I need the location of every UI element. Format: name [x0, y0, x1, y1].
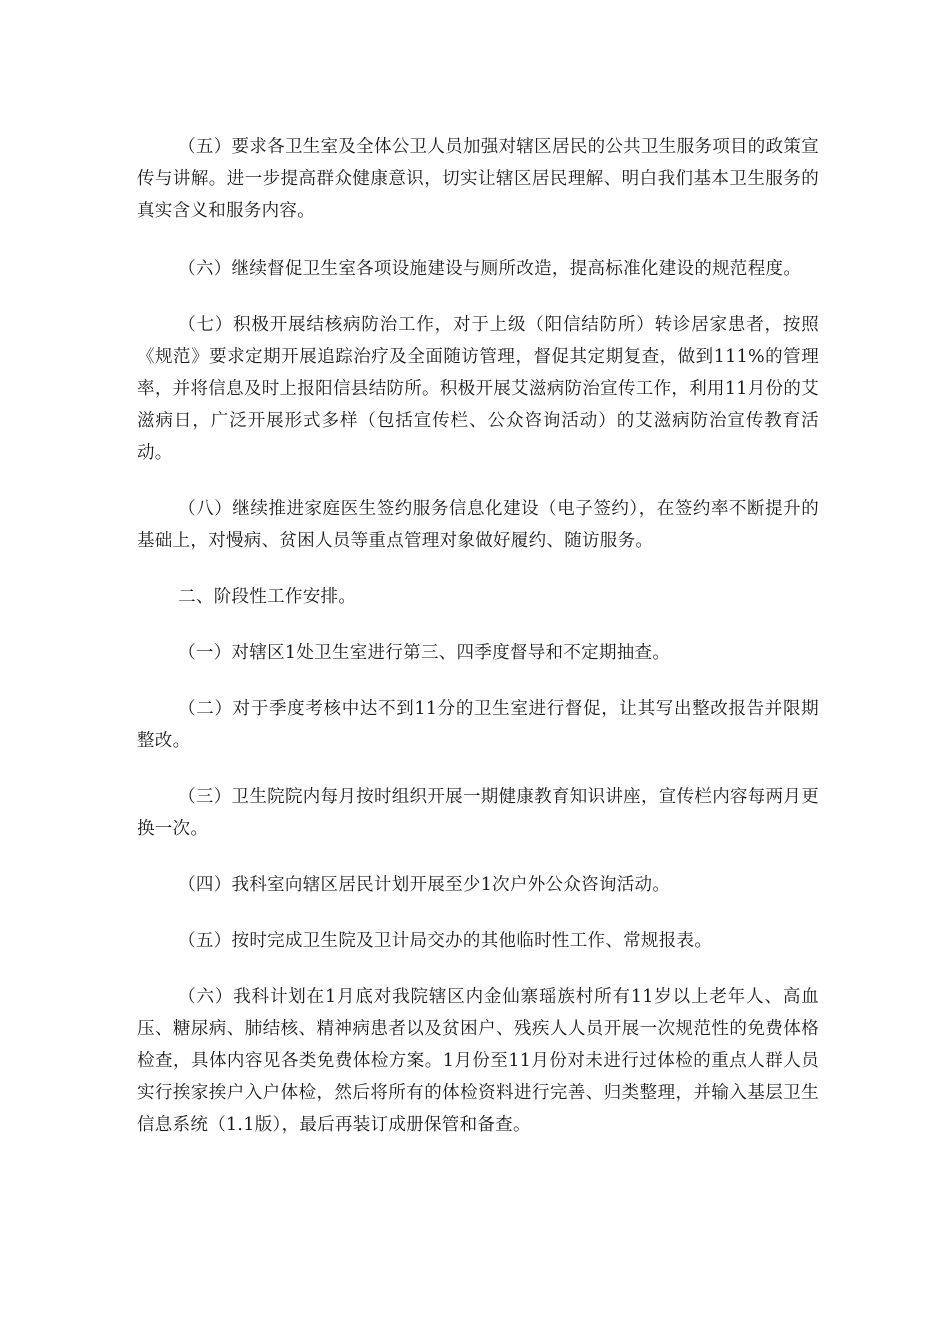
paragraph-phase-4-consultation: （四）我科室向辖区居民计划开展至少1次户外公众咨询活动。 [178, 875, 671, 895]
paragraph-phase-1-inspection: （一）对辖区1处卫生室进行第三、四季度督导和不定期抽查。 [178, 643, 671, 663]
paragraph-phase-6-physical-exams: （六）我科计划在1月底对我院辖区内金仙寨瑶族村所有11岁以上老年人、高血压、糖尿病、肺结核、精神病患者以及贫困户、残疾人人员开展一次规范性的免费体格检查，具体内容见各类免费体检方案。1月份至11月份对未进行过体检的重点人群人员实行挨家挨户入户体检，然后将所有的体检资料进行完善、归类整理，并输入基层卫生信息系统（1.1版），最后再装订成册保管和备查。 [137, 987, 819, 1135]
paragraph-phase-3-health-lectures: （三）卫生院院内每月按时组织开展一期健康教育知识讲座，宣传栏内容每两月更换一次。 [137, 787, 819, 839]
paragraph-7-tb-aids-prevention: （七）积极开展结核病防治工作，对于上级（阳信结防所）转诊居家患者，按照《规范》要求定期开展追踪治疗及全面随访管理，督促其定期复查，做到111%的管理率，并将信息及时上报阳信县结防所。积极开展艾滋病防治宣传工作，利用11月份的艾滋病日，广泛开展形式多样（包括宣传栏、公众咨询活动）的艾滋病防治宣传教育活动。 [137, 315, 819, 463]
document-body [137, 131, 819, 1165]
paragraph-phase-5-reports: （五）按时完成卫生院及卫计局交办的其他临时性工作、常规报表。 [178, 931, 713, 951]
paragraph-phase-2-rectification: （二）对于季度考核中达不到11分的卫生室进行督促，让其写出整改报告并限期整改。 [137, 699, 819, 751]
paragraph-8-family-doctor-signing: （八）继续推进家庭医生签约服务信息化建设（电子签约），在签约率不断提升的基础上，对慢病、贫困人员等重点管理对象做好履约、随访服务。 [137, 499, 819, 551]
paragraph-5-policy-publicity: （五）要求各卫生室及全体公卫人员加强对辖区居民的公共卫生服务项目的政策宣传与讲解。进一步提高群众健康意识，切实让辖区居民理解、明白我们基本卫生服务的真实含义和服务内容。 [137, 137, 819, 221]
section-heading-phase-arrangement: 二、阶段性工作安排。 [178, 587, 357, 607]
paragraph-6-facility-construction: （六）继续督促卫生室各项设施建设与厕所改造，提高标准化建设的规范程度。 [178, 259, 802, 279]
